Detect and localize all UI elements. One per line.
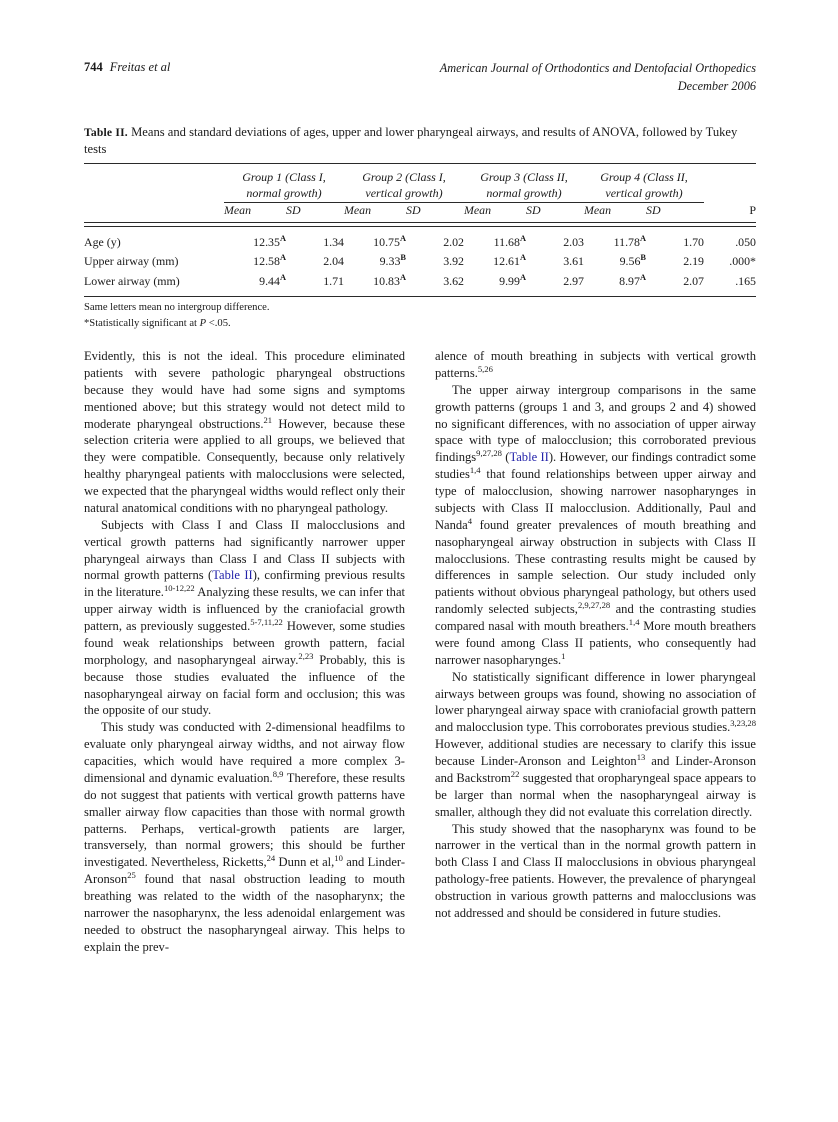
cell-age-g2-sd: 2.02	[443, 234, 464, 249]
group-header-4-line2: vertical growth)	[605, 185, 683, 200]
cell-age-g4-sd: 1.70	[683, 234, 704, 249]
subheader-mean-4: Mean	[584, 202, 612, 217]
cell-age-g4-mean: $11.78^A$	[613, 234, 646, 249]
group-header-1-line1: Group 1 (Class I,	[242, 170, 326, 185]
table-row	[84, 233, 756, 252]
table-footnote-1: Same letters mean no intergroup difference.	[84, 301, 270, 313]
table-group-header-row	[84, 170, 756, 201]
table-block	[84, 124, 756, 332]
running-head-right	[440, 60, 756, 96]
cell-upper-g2-mean: $9.33^B$	[379, 253, 406, 269]
group-header-1	[224, 170, 344, 201]
table-subheader-row	[84, 202, 756, 218]
subheader-sd-4: SD	[646, 202, 661, 217]
cell-upper-g3-sd: 3.61	[563, 254, 584, 269]
column-right	[435, 348, 756, 956]
subheader-sd-2: SD	[406, 202, 421, 217]
cell-upper-g4-mean: $9.56^B$	[619, 253, 646, 269]
subheader-sd-1: SD	[286, 202, 301, 217]
cell-lower-g2-sd: 3.62	[443, 273, 464, 288]
table-row	[84, 252, 756, 271]
cell-lower-p: .165	[735, 273, 756, 288]
cell-age-g3-sd: 2.03	[563, 234, 584, 249]
subheader-mean-3: Mean	[464, 202, 492, 217]
subheader-mean-1: Mean	[224, 202, 252, 217]
table-label: Table II.	[84, 126, 128, 139]
table-caption-text: Means and standard deviations of ages, upper and lower pharyngeal airways, and results of ANOVA, followed by Tukey tests	[84, 125, 738, 157]
table-footnote-2: *Statistically significant at P <.05.	[84, 317, 231, 329]
issue-date: December 2006	[677, 78, 756, 93]
row-label-lower-airway: Lower airway (mm)	[84, 273, 180, 288]
subheader-mean-2: Mean	[344, 202, 372, 217]
results-table	[84, 163, 756, 297]
cell-age-p: .050	[735, 234, 756, 249]
cell-age-g1-mean: $12.35^A$	[253, 234, 286, 249]
running-head-authors: Freitas et al	[109, 60, 171, 74]
table-row	[84, 272, 756, 291]
cell-age-g1-sd: 1.34	[323, 234, 344, 249]
subheader-sd-3: SD	[526, 202, 541, 217]
group-header-3-line2: normal growth)	[486, 185, 562, 200]
group-header-1-line2: normal growth)	[246, 185, 322, 200]
table-footnotes	[84, 300, 756, 332]
group-header-2-line1: Group 2 (Class I,	[362, 170, 446, 185]
column-left	[84, 348, 405, 956]
group-header-2	[344, 170, 464, 201]
group-header-2-line2: vertical growth)	[365, 185, 443, 200]
group-header-3	[464, 170, 584, 201]
running-head-left	[84, 60, 170, 75]
cell-lower-g1-sd: 1.71	[323, 273, 344, 288]
subheader-p: P	[749, 202, 756, 217]
cell-upper-g2-sd: 3.92	[443, 254, 464, 269]
cell-lower-g4-sd: 2.07	[683, 273, 704, 288]
row-label-age: Age (y)	[84, 234, 121, 249]
cell-lower-g2-mean: $10.83^A$	[373, 272, 406, 288]
table-ii-link[interactable]: Table II	[212, 568, 253, 583]
cell-age-g3-mean: $11.68^A$	[493, 234, 526, 249]
paragraph-left-2: Subjects with Class I and Class II malocclusions and vertical growth patterns had significantly narrower upper pharyngeal airways than Class I and Class II subjects with normal growth patterns (Table II), confirming previous results in the literature.$^{10-12,22}$ Analyzing these results, we can infer that upper airway width is influenced by the craniofacial growth pattern, as previously suggested.$^{5-7,11,22}$ However, some studies found weak relationships between growth pattern, facial morphology, and nasopharyngeal airway.$^{2,23}$ Probably, this is because those studies evaluated the influence of the nasopharyngeal airway on facial form and occlusion; this was the opposite of our study.	[84, 517, 406, 718]
cell-age-g2-mean: $10.75^A$	[373, 234, 406, 249]
cell-lower-g3-mean: $9.99^A$	[499, 272, 526, 288]
paragraph-right-2: The upper airway intergroup comparisons in the same growth patterns (groups 1 and 3, and groups 2 and 4) showed no significant differences, with no association of upper airway space with type of malocclusion; this corroborated previous findings$^{9,27,28}$ (Table II). However, our findings contradict some studies$^{1,4}$ that found relationships between upper airway and type of malocclusion, showing narrower nasopharynges in subjects with Class II malocclusion. Additionally, Paul and Nanda$^4$ found greater prevalences of mouth breathing and nasopharyngeal airway obstruction in subjects with Class II malocclusions. These contrasting results might be caused by differences in sample selection. Our study included only patients without obvious pharyngeal pathology, but others used randomly selected subjects,$^{2,9,27,28}$ and the contrasting studies compared nasal with mouth breathers.$^{1,4}$ More mouth breathers were found among Class II patients, who consequently had narrower nasopharynges.$^1$	[435, 382, 757, 667]
cell-lower-g4-mean: $8.97^A$	[619, 272, 646, 288]
page-number: 744	[84, 60, 103, 74]
cell-upper-p: .000*	[729, 254, 756, 269]
cell-upper-g4-sd: 2.19	[683, 254, 704, 269]
row-label-upper-airway: Upper airway (mm)	[84, 254, 179, 269]
paragraph-left-1: Evidently, this is not the ideal. This procedure eliminated patients with severe pathologic pharyngeal obstructions because they would have had some signs and symptoms mentioned above; but this strategy would not detect mild to moderate pharyngeal obstructions.$^{21}$ However, because these selection criteria were applied to all groups, we believed that they were compatible. Consequently, because only relatively healthy pharyngeal patients with malocclusions were selected, we expected that the pharyngeal widths would reflect only their natural anatomical conditions with no pharyngeal pathology.	[84, 349, 405, 515]
group-header-3-line1: Group 3 (Class II,	[480, 170, 568, 185]
journal-title: American Journal of Orthodontics and Dentofacial Orthopedics	[439, 61, 756, 75]
cell-upper-g1-sd: 2.04	[323, 254, 344, 269]
cell-lower-g3-sd: 2.97	[563, 273, 584, 288]
running-head	[84, 60, 756, 96]
table-caption	[84, 124, 756, 158]
table-rule-bottom	[84, 291, 756, 297]
body-columns	[84, 348, 756, 956]
cell-upper-g3-mean: $12.61^A$	[493, 253, 526, 269]
paragraph-right-3: No statistically significant difference in lower pharyngeal airways between groups was found, showing no association of lower pharyngeal airway space with craniofacial growth pattern and malocclusion type. This corroborates previous studies.$^{3,23,28}$ However, additional studies are necessary to clarify this issue because Linder-Aronson and Leighton$^{13}$ and Linder-Aronson and Backstrom$^{22}$ suggested that oropharyngeal space appears to be larger than normal when the nasopharyngeal airway is smaller, although they did not evaluate this correlation directly.	[435, 669, 756, 819]
table-ii-link[interactable]: Table II	[509, 450, 549, 465]
paragraph-left-3: This study was conducted with 2-dimensional headfilms to evaluate only pharyngeal airway widths, and not airway flow capacities, which would have required a more complex 3-dimensional and dynamic evaluation.$^{8,9}$ Therefore, these results do not suggest that patients with vertical growth patterns have smaller airway flow capacities than those with normal growth patterns. Perhaps, vertical-growth patients are larger, transversely, than normal growers; this should be further investigated. Nevertheless, Ricketts,$^{24}$ Dunn et al,$^{10}$ and Linder-Aronson$^{25}$ found that nasal obstruction leading to mouth breathing was related to the width of the nasopharynx; the narrower the nasopharynx, the less adenoidal enlargement was needed to obstruct the nasopharyngeal airway. This helps to explain the prev-	[84, 720, 405, 954]
cell-upper-g1-mean: $12.58^A$	[253, 253, 286, 269]
group-header-4	[584, 170, 704, 201]
paragraph-right-1: alence of mouth breathing in subjects with vertical growth patterns.$^{5,26}$	[435, 349, 756, 380]
paragraph-right-4: This study showed that the nasopharynx was found to be narrower in the vertical than in the normal growth pattern in both Class I and Class II malocclusions in obvious pharyngeal pathology-free patients. However, the prevalence of pharyngeal obstruction in various growth patterns and malocclusions was not addressed and should be considered in future studies.	[435, 821, 756, 920]
group-header-4-line1: Group 4 (Class II,	[600, 170, 688, 185]
cell-lower-g1-mean: $9.44^A$	[259, 272, 286, 288]
